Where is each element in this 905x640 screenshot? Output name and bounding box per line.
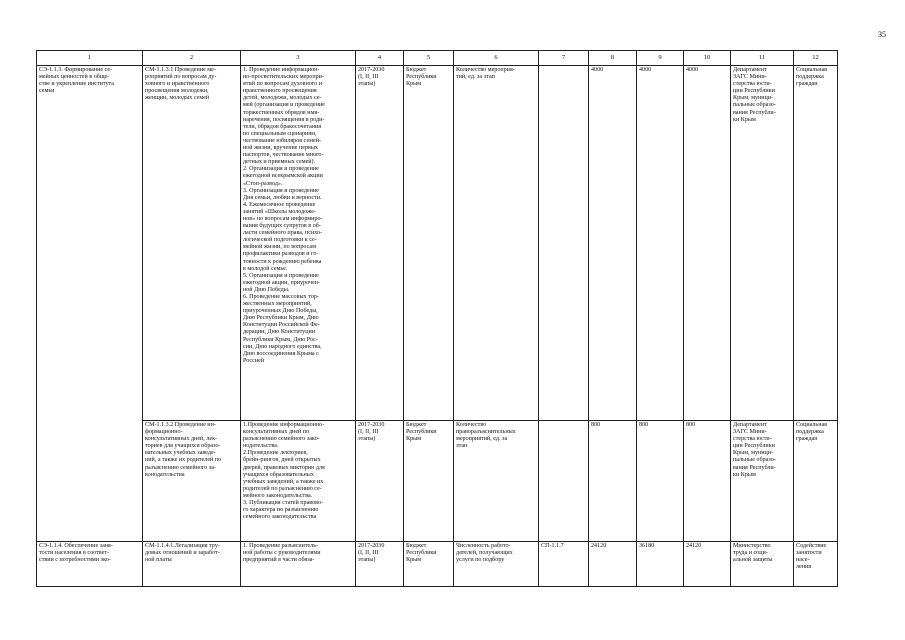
header-cell: 7 <box>539 51 589 66</box>
header-cell: 2 <box>143 51 241 66</box>
link-cell <box>539 421 589 542</box>
activities-cell: 1.Проведение информационно- консультативных дней по разъяснению семейного зако- нодательства. 2.Проведение лекториев, брейн-рингов, дней открытых дверей, правовых викторин для учащихся образовательных учебных заведений, а также их родителей по разъяснению се- мейного законодательства. 3. Публикация статей правово- го характера по разъяснению семейного законодательства <box>241 421 356 542</box>
table-row <box>37 542 838 587</box>
link-cell: СП-1.1.7 <box>539 542 589 587</box>
header-cell: 6 <box>454 51 539 66</box>
measure-cell: СМ-1.1.3.2 Проведение ин- формационно- консультативных дней, лек- ториев для учащихся образо- вательных учебных заведе- ний, а также их родителей по разъяснению семейного за- конодательства <box>143 421 241 542</box>
header-cell: 12 <box>794 51 838 66</box>
funding-cell: Бюджет Республики Крым <box>404 66 454 421</box>
objective-cell: СЭ-1.1.3. Формирование се- мейных ценностей в обще- стве и укрепление института семьи <box>37 66 143 542</box>
value-stage1-cell: 800 <box>589 421 637 542</box>
program-cell: Социальная поддержка граждан <box>794 66 838 421</box>
executor-cell: Министерство труда и соци- альной защиты <box>731 542 794 587</box>
measure-cell: СМ-1.1.4.1.Легализация тру- довых отношений и заработ- ной платы <box>143 542 241 587</box>
activities-cell: 1. Проведение информацион- но-просветительских меропри- ятий по вопросам духовного и нравственного просвещения детей, молодежи, молодых се- мей (организация и проведение торжественных обрядов имя- наречения, посвящения в роди- тели, обрядов бракосочетания по специальным сценариям, чествование юбиляров семей- ной жизни, вручение первых паспортов, чествование много- детных и приемных семей). 2. Организация и проведение ежегодной всекрымской акции «Стоп-развод». 3. Организация и проведение Дня семьи, любви и верности. 4. Ежемесячное проведение занятий «Школы молодоже- нов» по вопросам информиро- вания будущих супругов в об- ласти семейного права, психо- логической подготовки к се- мейной жизни, по вопросам профилактики разводов и го- товности к рождению ребенка в молодой семье. 5. Организация и проведение ежегодной акции, приурочен- ной Дню Победы. 6. Проведение массовых тор- жественных мероприятий, приуроченных Дню Победы, Дню Республики Крым, Дню Конституции Российской Фе- дерации, Дню Конституции Республики Крым, Дню Рос- сии, Дню народного единства, Дню воссоединения Крыма с Россией <box>241 66 356 421</box>
value-stage3-cell: 4000 <box>684 66 731 421</box>
header-cell: 1 <box>37 51 143 66</box>
value-stage2-cell: 36180 <box>637 542 684 587</box>
indicator-cell: Численность работо- дателей, получающих услуги по подбору <box>454 542 539 587</box>
header-cell: 10 <box>684 51 731 66</box>
value-stage1-cell: 4000 <box>589 66 637 421</box>
table-row <box>37 66 838 421</box>
measure-cell: СМ-1.1.3.1 Проведение ме- роприятий по вопросам ду- ховного и нравственного просвещения молодежи, женщин, молодых семей <box>143 66 241 421</box>
header-cell: 8 <box>589 51 637 66</box>
funding-cell: Бюджет Республики Крым <box>404 421 454 542</box>
value-stage2-cell: 800 <box>637 421 684 542</box>
executor-cell: Департамент ЗАГС Мини- стерства юсти- ции Республики Крым, муници- пальные образо- вания Республи- ки Крым <box>731 421 794 542</box>
header-row <box>37 51 838 66</box>
header-cell: 4 <box>356 51 404 66</box>
link-cell <box>539 66 589 421</box>
header-cell: 11 <box>731 51 794 66</box>
header-cell: 3 <box>241 51 356 66</box>
header-cell: 5 <box>404 51 454 66</box>
indicator-cell: Количество праворазъяснительных мероприятий, ед. за этап <box>454 421 539 542</box>
programme-table <box>36 50 838 587</box>
header-cell: 9 <box>637 51 684 66</box>
table-row <box>37 421 838 542</box>
activities-cell: 1. Проведение разъяснитель- ной работы с руководителями предприятий в части обяза- <box>241 542 356 587</box>
program-cell: Содействие занятости насе- ления <box>794 542 838 587</box>
program-cell: Социальная поддержка граждан <box>794 421 838 542</box>
period-cell: 2017-2030 (I, II, III этапы) <box>356 421 404 542</box>
period-cell: 2017-2030 (I, II, III этапы) <box>356 66 404 421</box>
page-number: 35 <box>878 30 886 39</box>
funding-cell: Бюджет Республики Крым <box>404 542 454 587</box>
value-stage3-cell: 800 <box>684 421 731 542</box>
value-stage1-cell: 24120 <box>589 542 637 587</box>
objective-cell: СЭ-1.1.4. Обеспечение заня- тости населения в соответ- ствии с потребностями эко- <box>37 542 143 587</box>
indicator-cell: Количество мероприя- тий, ед. за этап <box>454 66 539 421</box>
value-stage2-cell: 4000 <box>637 66 684 421</box>
period-cell: 2017-2030 (I, II, III этапы) <box>356 542 404 587</box>
value-stage3-cell: 24120 <box>684 542 731 587</box>
executor-cell: Департамент ЗАГС Мини- стерства юсти- ции Республики Крым, муници- пальные образо- вания Республи- ки Крым <box>731 66 794 421</box>
